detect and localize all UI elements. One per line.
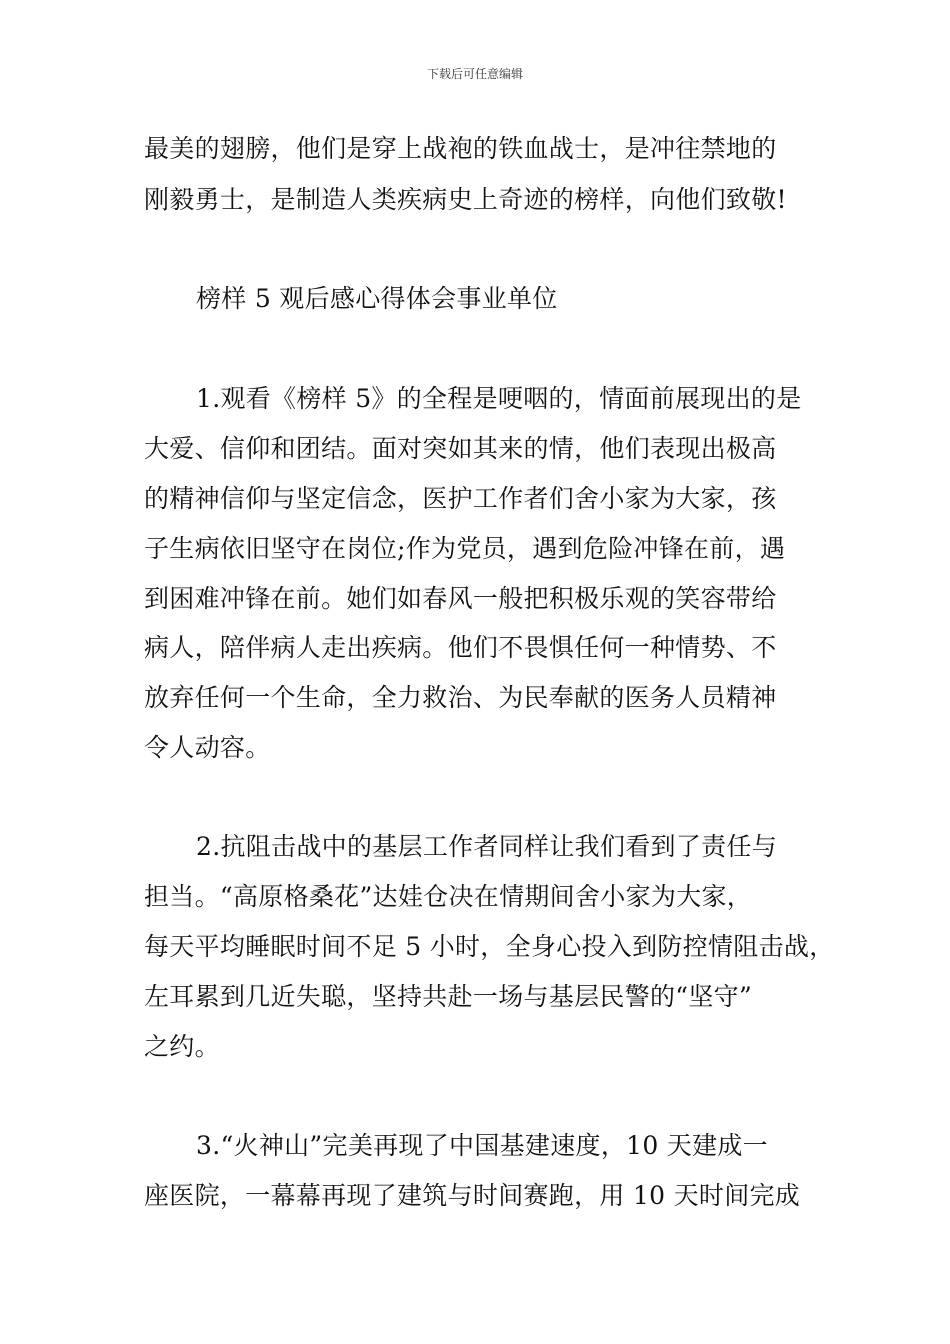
text-line: 的精神信仰与坚定信念，医护工作者们舍小家为大家，孩 <box>144 484 777 513</box>
text-line: 座医院，一幕幕再现了建筑与时间赛跑，用 10 天时间完成 <box>144 1181 801 1210</box>
text-line: 到困难冲锋在前。她们如春风一般把积极乐观的笑容带给 <box>144 584 777 613</box>
section-heading: 榜样 5 观后感心得体会事业单位 <box>196 284 558 313</box>
text-line: 担当。“高原格桑花”达娃仓决在情期间舍小家为大家， <box>144 882 753 911</box>
text-line: 放弃任何一个生命，全力救治、为民奉献的医务人员精神 <box>144 683 777 712</box>
text-line: 令人动容。 <box>144 733 271 762</box>
text-line: 子生病依旧坚守在岗位;作为党员，遇到危险冲锋在前，遇 <box>144 534 786 563</box>
text-line: 3.“火神山”完美再现了中国基建速度，10 天建成一 <box>196 1131 768 1160</box>
text-line: 左耳累到几近失聪，坚持共赴一场与基层民警的“坚守” <box>144 982 753 1011</box>
text-line: 病人，陪伴病人走出疾病。他们不畏惧任何一种情势、不 <box>144 633 777 662</box>
text-line: 1.观看《榜样 5》的全程是哽咽的，情面前展现出的是 <box>196 384 802 413</box>
text-line: 最美的翅膀，他们是穿上战袍的铁血战士，是冲往禁地的 <box>144 134 777 163</box>
text-line: 每天平均睡眠时间不足 5 小时，全身心投入到防控情阻击战， <box>144 932 835 961</box>
text-line: 刚毅勇士，是制造人类疾病史上奇迹的榜样，向他们致敬! <box>144 185 787 214</box>
text-line: 之约。 <box>144 1032 220 1061</box>
page-header: 下载后可任意编辑 <box>426 67 523 81</box>
text-line: 2.抗阻击战中的基层工作者同样让我们看到了责任与 <box>196 832 778 861</box>
text-line: 大爱、信仰和团结。面对突如其来的情，他们表现出极高 <box>144 434 777 463</box>
